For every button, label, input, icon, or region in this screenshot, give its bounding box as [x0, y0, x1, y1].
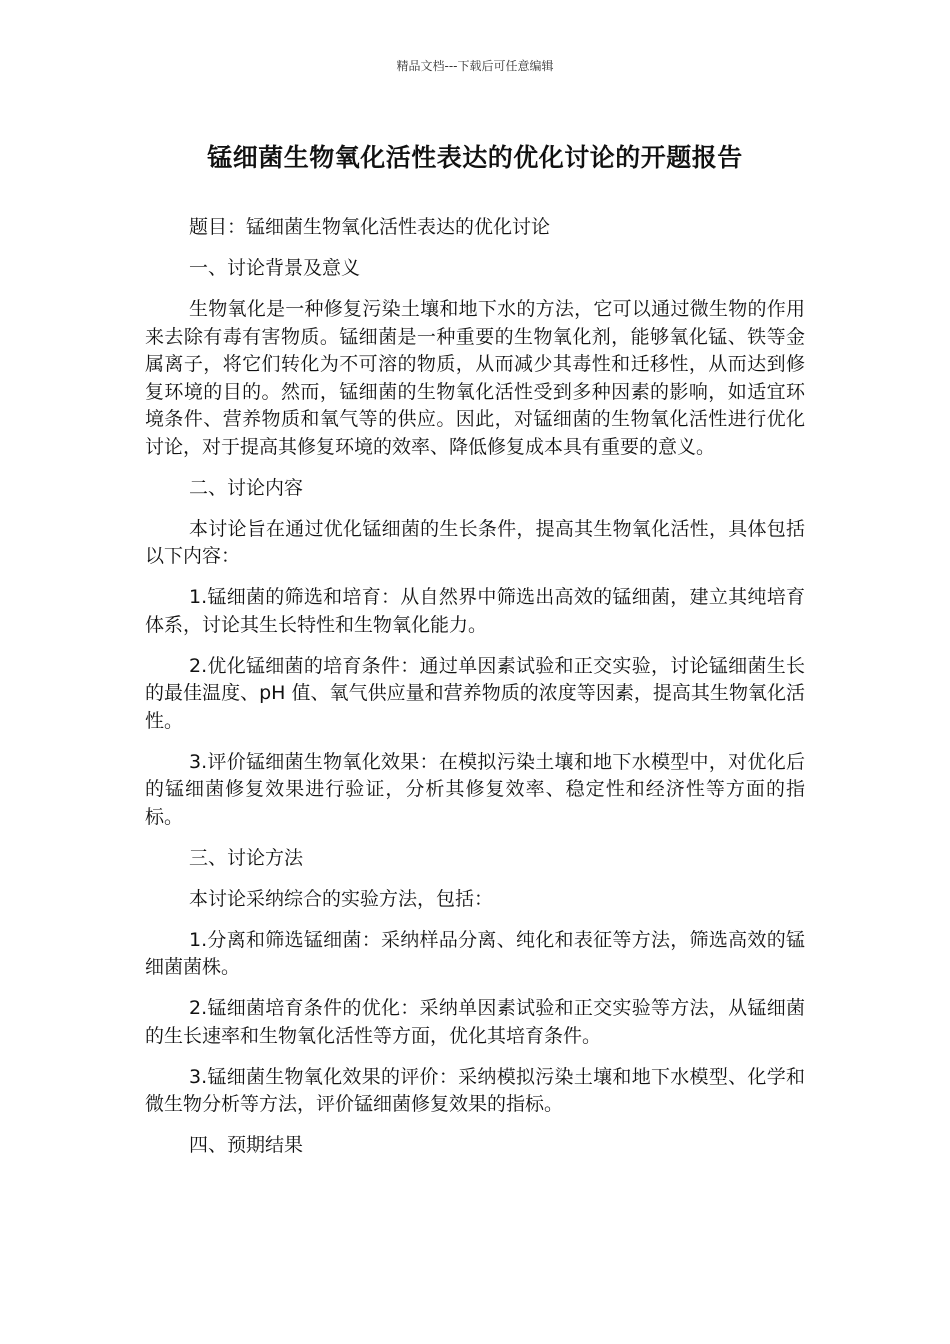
page-header: 精品文档---下载后可任意编辑 [396, 59, 554, 73]
method-item-1: 1.分离和筛选锰细菌：采纳样品分离、纯化和表征等方法，筛选高效的锰细菌菌株。 [145, 928, 805, 978]
paragraph-methods-intro: 本讨论采纳综合的实验方法，包括： [189, 887, 494, 910]
section-heading-content: 二、讨论内容 [189, 476, 304, 499]
method-item-3: 3.锰细菌生物氧化效果的评价：采纳模拟污染土壤和地下水模型、化学和微生物分析等方法，评价锰细菌修复效果的指标。 [145, 1065, 805, 1115]
section-heading-background: 一、讨论背景及意义 [189, 257, 361, 279]
paragraph-content-intro: 本讨论旨在通过优化锰细菌的生长条件，提高其生物氧化活性，具体包括以下内容： [145, 517, 805, 567]
document-title: 锰细菌生物氧化活性表达的优化讨论的开题报告 [207, 143, 743, 172]
content-item-1: 1.锰细菌的筛选和培育：从自然界中筛选出高效的锰细菌，建立其纯培育体系，讨论其生长特性和生物氧化能力。 [145, 586, 805, 636]
section-heading-methods: 三、讨论方法 [189, 846, 304, 869]
document-body [145, 214, 805, 1173]
topic-line: 题目：锰细菌生物氧化活性表达的优化讨论 [189, 216, 551, 238]
section-heading-results: 四、预期结果 [189, 1134, 304, 1156]
method-item-2: 2.锰细菌培育条件的优化：采纳单因素试验和正交实验等方法，从锰细菌的生长速率和生物氧化活性等方面，优化其培育条件。 [145, 997, 805, 1047]
content-item-2: 2.优化锰细菌的培育条件：通过单因素试验和正交实验，讨论锰细菌生长的最佳温度、pH 值、氧气供应量和营养物质的浓度等因素，提高其生物氧化活性。 [145, 654, 805, 732]
content-item-3: 3.评价锰细菌生物氧化效果：在模拟污染土壤和地下水模型中，对优化后的锰细菌修复效果进行验证，分析其修复效率、稳定性和经济性等方面的指标。 [145, 750, 805, 828]
paragraph-background: 生物氧化是一种修复污染土壤和地下水的方法，它可以通过微生物的作用来去除有毒有害物质。锰细菌是一种重要的生物氧化剂，能够氧化锰、铁等金属离子，将它们转化为不可溶的物质，从而减少其毒性和迁移性，从而达到修复环境的目的。然而，锰细菌的生物氧化活性受到多种因素的影响，如适宜环境条件、营养物质和氧气等的供应。因此，对锰细菌的生物氧化活性进行优化讨论，对于提高其修复环境的效率、降低修复成本具有重要的意义。 [145, 298, 805, 458]
